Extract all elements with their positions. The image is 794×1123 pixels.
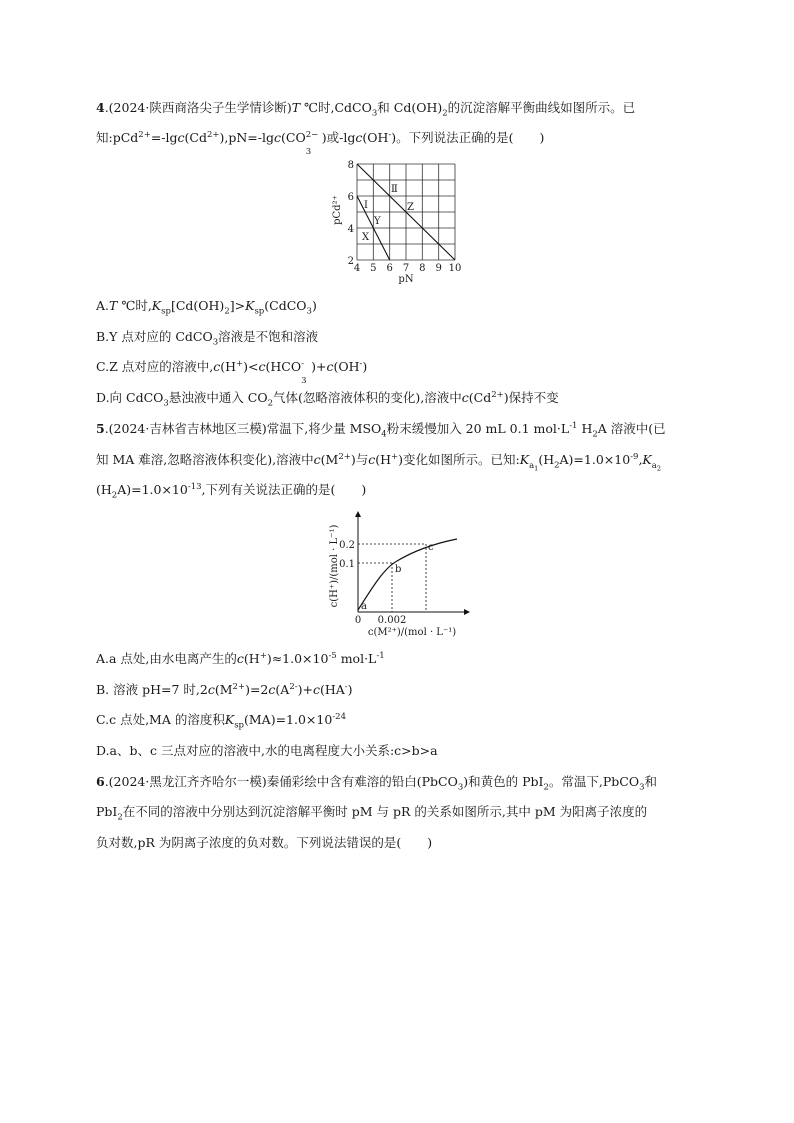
q5-point-a: a <box>361 601 367 612</box>
q4-option-a[interactable]: A.T ℃时$,K_{sp}[Cd(OH)_2]>K_{sp}(CdCO_3)$ <box>96 298 317 317</box>
q4-x-axis-label: pN <box>398 274 414 285</box>
q4-label-II: Ⅱ <box>391 184 398 195</box>
q4-figure <box>330 158 470 286</box>
q4-ytick: 6 <box>347 192 354 203</box>
q5-xtick: 0 <box>354 615 362 626</box>
q4-stem-line2: 知$:pCd^{2+}=-\lg c(Cd^{2+}),pN=-\lg c(CO$ 2− 3 )或-lgc(OH-)。下列说法正确的是( ) <box>96 129 545 157</box>
q5-figure <box>322 508 472 642</box>
q5-option-b[interactable]: B. 溶液 pH=7 时$,2c(M^{2+})=2c(A^{2-})+c(HA^-)$ <box>96 681 353 697</box>
q6-number: 6 <box>96 774 105 789</box>
q6-stem-line1: 6.(2024·黑龙江齐齐哈尔一模)秦俑彩绘中含有难溶的铅白(PbCO$_3$)和黄色的 PbI$_2$。常温下,PbCO$_3$和 <box>96 774 658 793</box>
q6-stem-line2: PbI$_2$在不同的溶液中分别达到沉淀溶解平衡时 pM 与 pR 的关系如图所示,其中 pM 为阳离子浓度的 <box>96 804 648 823</box>
q5-y-axis-label: c(H⁺)/(mol · L⁻¹) <box>329 524 340 608</box>
q5-curve <box>358 539 457 610</box>
q5-point-c: c <box>428 542 434 553</box>
q4-number: 4 <box>96 100 105 115</box>
q4-ytick: 4 <box>347 224 354 235</box>
q5-option-a[interactable]: A.a 点处,由水电离产生的$c(H^+)\approx 1.0\times 10^{-5}$ $mol\cdot L^{-1}$ <box>96 650 385 666</box>
q4-xtick: 10 <box>448 263 462 274</box>
q4-label-I: Ⅰ <box>364 200 368 211</box>
q4-xtick: 5 <box>370 263 377 274</box>
q4-label-X: X <box>362 232 370 243</box>
q4-ytick: 8 <box>347 160 354 171</box>
q4-xtick: 7 <box>402 263 410 274</box>
q5-x-axis-label: c(M²⁺)/(mol · L⁻¹) <box>367 627 457 638</box>
q4-option-d[interactable]: D.向 CdCO$_3$悬浊液中通入 $CO_2$气体(忽略溶液体积的变化),溶液中$c(Cd^{2+})$保持不变 <box>96 389 559 409</box>
q4-ytick: 2 <box>347 256 354 267</box>
q4-option-c[interactable]: C.Z 点对应的溶液中,c(H+)<c(HCO - 3 )+c(OH-) <box>96 358 368 386</box>
q5-ytick: 0.2 <box>339 540 355 551</box>
q4-xtick: 9 <box>435 263 442 274</box>
q4-label-Y: Y <box>374 216 381 227</box>
q4-xtick: 8 <box>419 263 426 274</box>
q5-stem-line3: $(H_2A)=1.0\times 10^{-13}$,下列有关说法正确的是( ) <box>96 481 367 501</box>
q4-label-Z: Z <box>407 202 414 213</box>
q5-stem-line2: 知 MA 难溶,忽略溶液体积变化),溶液中$c(M^{2+})$与c(H+)变化如图所示。已知$:K_{a_1}(H_2A)=1.0\times 10^{-9},K_{a_2}$ <box>96 451 661 473</box>
q5-stem-line1: 5.(2024·吉林省吉林地区三模)常温下,将少量 $MSO_4$粉末缓慢加入 20 mL 0.1 $mol\cdot L^{-1}$ $H_2A$ 溶液中(已 <box>96 420 666 440</box>
q4-xtick: 4 <box>353 263 361 274</box>
q5-number: 5 <box>96 421 105 436</box>
q6-stem-line3: 负对数,pR 为阴离子浓度的负对数。下列说法错误的是( ) <box>96 835 433 850</box>
q5-option-c[interactable]: C.c 点处,MA 的溶度积$K_{sp}(MA)=1.0\times 10^{-24}$ <box>96 711 347 731</box>
q4-y-axis-label: pCd²⁺ <box>332 195 343 225</box>
q5-option-d[interactable]: D.a、b、c 三点对应的溶液中,水的电离程度大小关系:c>b>a <box>96 743 438 758</box>
q5-xtick: 0.002 <box>377 615 407 626</box>
q4-xtick: 6 <box>386 263 393 274</box>
q4-stem-line1: 4.(2024·陕西商洛尖子生学情诊断)T ℃时,CdCO$_3$和 $Cd(OH)_2$的沉淀溶解平衡曲线如图所示。已 <box>96 100 636 119</box>
q5-point-b: b <box>395 564 402 575</box>
q5-ytick: 0.1 <box>339 559 355 570</box>
q4-option-b[interactable]: B.Y 点对应的 CdCO$_3$溶液是不饱和溶液 <box>96 329 319 348</box>
